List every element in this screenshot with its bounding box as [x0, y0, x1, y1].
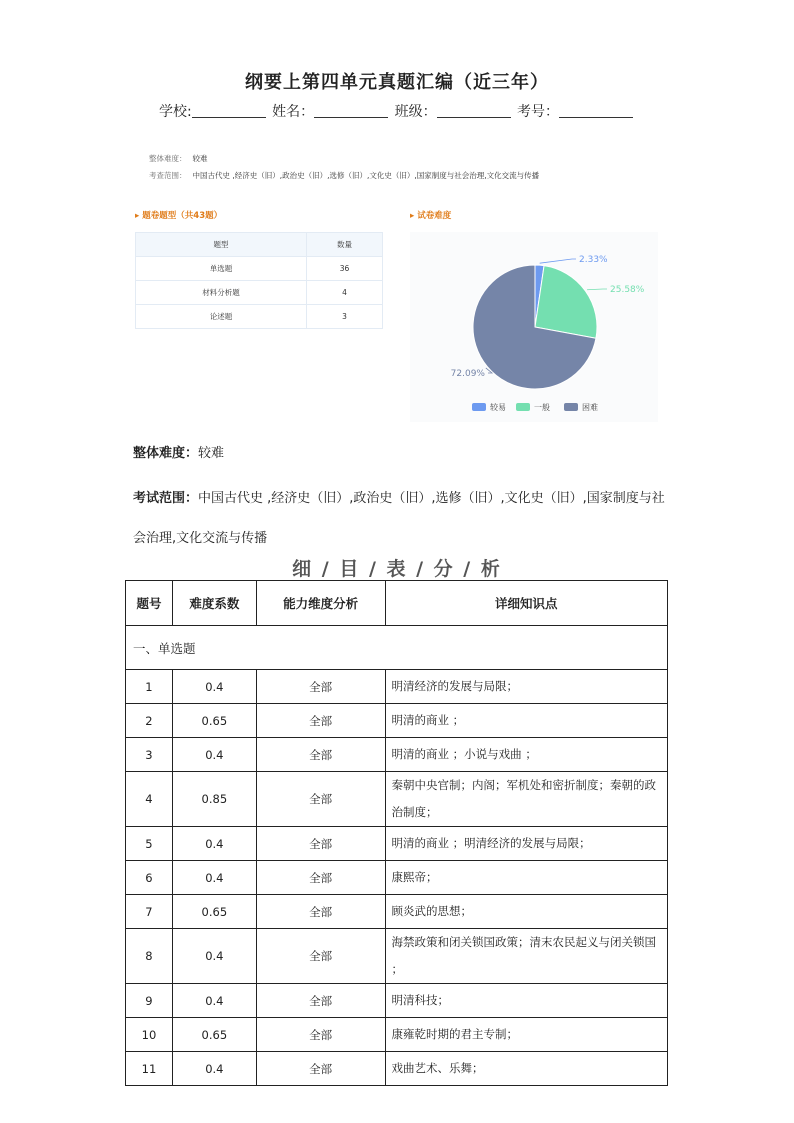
table-row: [126, 670, 668, 704]
table-row: [136, 257, 383, 281]
difficulty-chart: [410, 232, 658, 422]
difficulty-coef-cell: 0.65: [172, 895, 256, 929]
question-number-cell: 10: [126, 1018, 173, 1052]
knowledge-cell: 明清的商业 ；明清经济的发展与局限；: [385, 827, 667, 861]
header-knowledge: 详细知识点: [385, 581, 667, 626]
knowledge-cell: 明清科技；: [385, 984, 667, 1018]
ability-cell: 全部: [256, 772, 385, 827]
difficulty-coef-cell: 0.65: [172, 704, 256, 738]
table-row: [126, 929, 668, 984]
meta-scope: [149, 170, 539, 181]
question-number-cell: 11: [126, 1052, 173, 1086]
knowledge-cell: 康熙帝；: [385, 861, 667, 895]
detail-table-title: 细 / 目 / 表 / 分 / 析: [292, 558, 502, 580]
header-ability: 能力维度分析: [256, 581, 385, 626]
ability-cell: 全部: [256, 827, 385, 861]
meta-difficulty-label: 整体难度：: [149, 154, 187, 163]
difficulty-chart-heading: ▸ 试卷难度: [410, 209, 451, 221]
header-cell-type: 题型: [136, 233, 307, 257]
header-cell-count: 数量: [307, 233, 383, 257]
school-label: 学校:: [158, 104, 192, 120]
difficulty-coef-cell: 0.65: [172, 1018, 256, 1052]
difficulty-coef-cell: 0.4: [172, 984, 256, 1018]
table-row: [126, 895, 668, 929]
count-cell: 4: [307, 281, 383, 305]
knowledge-cell: 戏曲艺术、乐舞；: [385, 1052, 667, 1086]
table-row: [126, 738, 668, 772]
question-number-cell: 3: [126, 738, 173, 772]
overall-difficulty-label: 整体难度：: [133, 446, 199, 461]
question-number-cell: 4: [126, 772, 173, 827]
question-number-cell: 5: [126, 827, 173, 861]
legend-label-3[interactable]: 困难: [582, 403, 598, 412]
ability-cell: 全部: [256, 1052, 385, 1086]
question-number-cell: 9: [126, 984, 173, 1018]
knowledge-cell: 明清的商业 ；小说与戏曲 ；: [385, 738, 667, 772]
difficulty-coef-cell: 0.4: [172, 861, 256, 895]
pie-chart-svg: [410, 232, 658, 422]
table-row: [126, 984, 668, 1018]
knowledge-cell: 明清的商业 ；: [385, 704, 667, 738]
ability-cell: 全部: [256, 704, 385, 738]
table-row: [126, 827, 668, 861]
overall-difficulty-value: 较难: [198, 446, 225, 461]
table-row: [126, 772, 668, 827]
student-info-fields: [0, 101, 794, 121]
knowledge-cell: 秦朝中央官制；内阁；军机处和密折制度；秦朝的政治制度；: [385, 772, 667, 827]
exam-scope-label: 考试范围：: [133, 491, 199, 506]
question-number-cell: 1: [126, 670, 173, 704]
exam-scope-value: 中国古代史 ,经济史（旧）,政治史（旧）,选修（旧）,文化史（旧）,国家制度与社会治理,文化交流与传播: [133, 491, 665, 546]
question-number-cell: 6: [126, 861, 173, 895]
type-cell: 论述题: [136, 305, 307, 329]
meta-difficulty-value: 较难: [192, 154, 208, 163]
class-label: 班级：: [394, 104, 437, 120]
pie-slice-2: [535, 266, 597, 339]
meta-scope-label: 考查范围：: [149, 171, 187, 180]
difficulty-coef-cell: 0.85: [172, 772, 256, 827]
header-coef: 难度系数: [172, 581, 256, 626]
ability-cell: 全部: [256, 1018, 385, 1052]
question-number-cell: 7: [126, 895, 173, 929]
meta-difficulty: [149, 153, 208, 164]
knowledge-cell: 顾炎武的思想；: [385, 895, 667, 929]
legend-swatch-3[interactable]: [564, 403, 578, 411]
pie-data-label-3: 72.09%: [450, 369, 485, 379]
question-number-cell: 2: [126, 704, 173, 738]
table-row: [136, 281, 383, 305]
class-blank[interactable]: [437, 103, 511, 118]
exam-scope: [133, 479, 673, 559]
count-cell: 3: [307, 305, 383, 329]
difficulty-coef-cell: 0.4: [172, 1052, 256, 1086]
document-title: 纲要上第四单元真题汇编（近三年）: [245, 72, 549, 93]
knowledge-cell: 海禁政策和闭关锁国政策；清末农民起义与闭关锁国 ；: [385, 929, 667, 984]
knowledge-cell: 康雍乾时期的君主专制；: [385, 1018, 667, 1052]
legend-swatch-1[interactable]: [472, 403, 486, 411]
name-blank[interactable]: [314, 103, 388, 118]
school-blank[interactable]: [192, 103, 266, 118]
difficulty-coef-cell: 0.4: [172, 929, 256, 984]
legend-swatch-2[interactable]: [516, 403, 530, 411]
legend-label-1[interactable]: 较易: [490, 403, 506, 412]
question-types-heading: ▸ 题卷题型（共43题）: [135, 209, 222, 221]
category-row: [126, 626, 668, 670]
type-cell: 单选题: [136, 257, 307, 281]
difficulty-coef-cell: 0.4: [172, 738, 256, 772]
category-label: 一、单选题: [126, 626, 668, 670]
question-types-table: [135, 232, 383, 329]
exam-number-blank[interactable]: [559, 103, 633, 118]
pie-label-line-2: [587, 289, 607, 290]
table-row: [126, 1018, 668, 1052]
pie-label-line-1: [540, 259, 576, 263]
header-no: 题号: [126, 581, 173, 626]
pie-data-label-2: 25.58%: [610, 285, 645, 295]
knowledge-cell: 明清经济的发展与局限；: [385, 670, 667, 704]
ability-cell: 全部: [256, 895, 385, 929]
question-types-header-row: [136, 233, 383, 257]
table-row: [126, 861, 668, 895]
ability-cell: 全部: [256, 738, 385, 772]
table-row: [136, 305, 383, 329]
ability-cell: 全部: [256, 929, 385, 984]
table-row: [126, 1052, 668, 1086]
table-row: [126, 704, 668, 738]
difficulty-coef-cell: 0.4: [172, 827, 256, 861]
overall-difficulty: [133, 442, 224, 461]
ability-cell: 全部: [256, 670, 385, 704]
pie-data-label-1: 2.33%: [579, 255, 608, 265]
type-cell: 材料分析题: [136, 281, 307, 305]
meta-scope-value: 中国古代史 ,经济史（旧）,政治史（旧）,选修（旧）,文化史（旧）,国家制度与社会治理,文化交流与传播: [192, 171, 540, 180]
ability-cell: 全部: [256, 984, 385, 1018]
ability-cell: 全部: [256, 861, 385, 895]
difficulty-coef-cell: 0.4: [172, 670, 256, 704]
detail-header-row: [126, 581, 668, 626]
exam-number-label: 考号：: [517, 104, 560, 120]
question-number-cell: 8: [126, 929, 173, 984]
count-cell: 36: [307, 257, 383, 281]
detail-body: [126, 670, 668, 1086]
legend-label-2[interactable]: 一般: [534, 403, 550, 412]
name-label: 姓名：: [272, 104, 315, 120]
detail-table: [125, 580, 668, 1086]
